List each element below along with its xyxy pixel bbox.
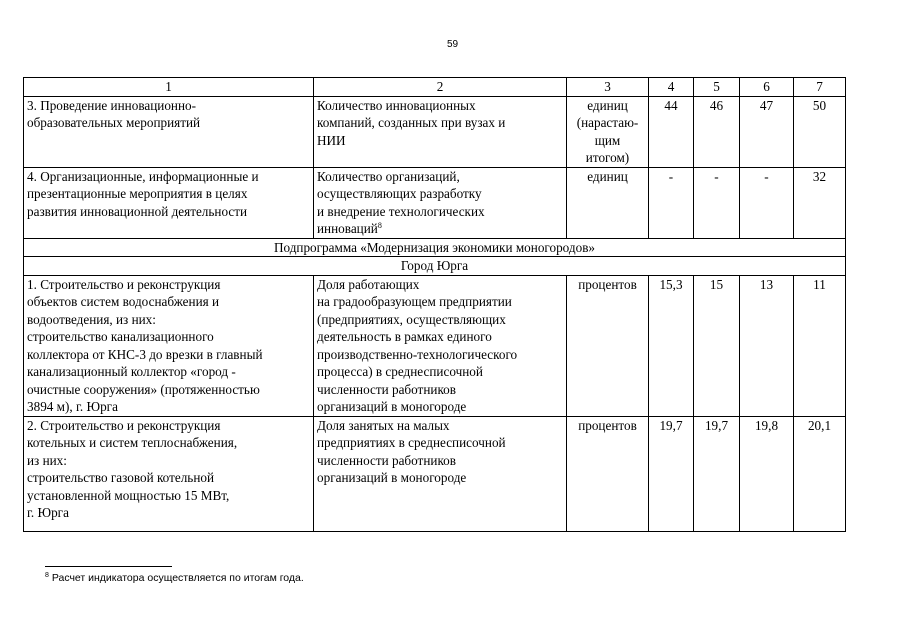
footnote bbox=[45, 572, 304, 584]
indicator-cell bbox=[314, 167, 567, 238]
subprogram-title: Подпрограмма «Модернизация экономики моногородов» bbox=[24, 238, 846, 257]
column-header: 5 bbox=[694, 78, 740, 97]
city-title: Город Юрга bbox=[24, 257, 846, 276]
column-header: 6 bbox=[740, 78, 794, 97]
indicator-cell: Доля занятых на малых предприятиях в среднесписочной численности работников организаций в моногороде bbox=[314, 416, 567, 531]
value-cell: 50 bbox=[794, 96, 846, 167]
event-cell: 3. Проведение инновационно- образовательных мероприятий bbox=[24, 96, 314, 167]
value-cell: - bbox=[694, 167, 740, 238]
column-header: 7 bbox=[794, 78, 846, 97]
subprogram-row bbox=[24, 238, 846, 257]
value-cell: 15,3 bbox=[649, 275, 694, 416]
column-header: 4 bbox=[649, 78, 694, 97]
footnote-separator bbox=[45, 566, 172, 567]
table-row bbox=[24, 167, 846, 238]
unit-cell: единиц (нарастаю- щим итогом) bbox=[567, 96, 649, 167]
table-row bbox=[24, 275, 846, 416]
table-row bbox=[24, 416, 846, 531]
event-cell: 4. Организационные, информационные и презентационные мероприятия в целях развития инновационной деятельности bbox=[24, 167, 314, 238]
value-cell: 47 bbox=[740, 96, 794, 167]
indicators-table bbox=[23, 77, 846, 532]
page-number: 59 bbox=[446, 39, 459, 50]
value-cell: 20,1 bbox=[794, 416, 846, 531]
value-cell: 46 bbox=[694, 96, 740, 167]
event-cell: 1. Строительство и реконструкция объектов систем водоснабжения и водоотведения, из них: строительство канализационного коллектора от КНС-3 до врезки в главный канализационный коллектор «город - очистные сооружения» (протяженностью 3894 м), г. Юрга bbox=[24, 275, 314, 416]
table-row bbox=[24, 96, 846, 167]
value-cell: 32 bbox=[794, 167, 846, 238]
indicator-cell: Доля работающих на градообразующем предприятии (предприятиях, осуществляющих деятельность в рамках единого производственно-технологического процесса) в среднесписочной численности работников организаций в моногороде bbox=[314, 275, 567, 416]
value-cell: 19,7 bbox=[694, 416, 740, 531]
unit-cell: единиц bbox=[567, 167, 649, 238]
event-cell: 2. Строительство и реконструкция котельных и систем теплоснабжения, из них: строительство газовой котельной установленной мощностью 15 МВт, г. Юрга bbox=[24, 416, 314, 531]
value-cell: - bbox=[740, 167, 794, 238]
footnote-mark: 8 bbox=[45, 572, 49, 579]
column-header: 2 bbox=[314, 78, 567, 97]
table-header-row bbox=[24, 78, 846, 97]
footnote-text: Расчет индикатора осуществляется по итогам года. bbox=[48, 572, 304, 584]
city-row bbox=[24, 257, 846, 276]
footnote-reference: 8 bbox=[377, 221, 382, 230]
indicator-cell: Количество инновационных компаний, созданных при вузах и НИИ bbox=[314, 96, 567, 167]
value-cell: 44 bbox=[649, 96, 694, 167]
unit-cell: процентов bbox=[567, 416, 649, 531]
value-cell: 13 bbox=[740, 275, 794, 416]
value-cell: 19,7 bbox=[649, 416, 694, 531]
unit-cell: процентов bbox=[567, 275, 649, 416]
value-cell: 11 bbox=[794, 275, 846, 416]
value-cell: 15 bbox=[694, 275, 740, 416]
value-cell: - bbox=[649, 167, 694, 238]
column-header: 3 bbox=[567, 78, 649, 97]
indicator-text: Количество организаций, осуществляющих разработку и внедрение технологических инноваций bbox=[317, 168, 485, 236]
value-cell: 19,8 bbox=[740, 416, 794, 531]
column-header: 1 bbox=[24, 78, 314, 97]
